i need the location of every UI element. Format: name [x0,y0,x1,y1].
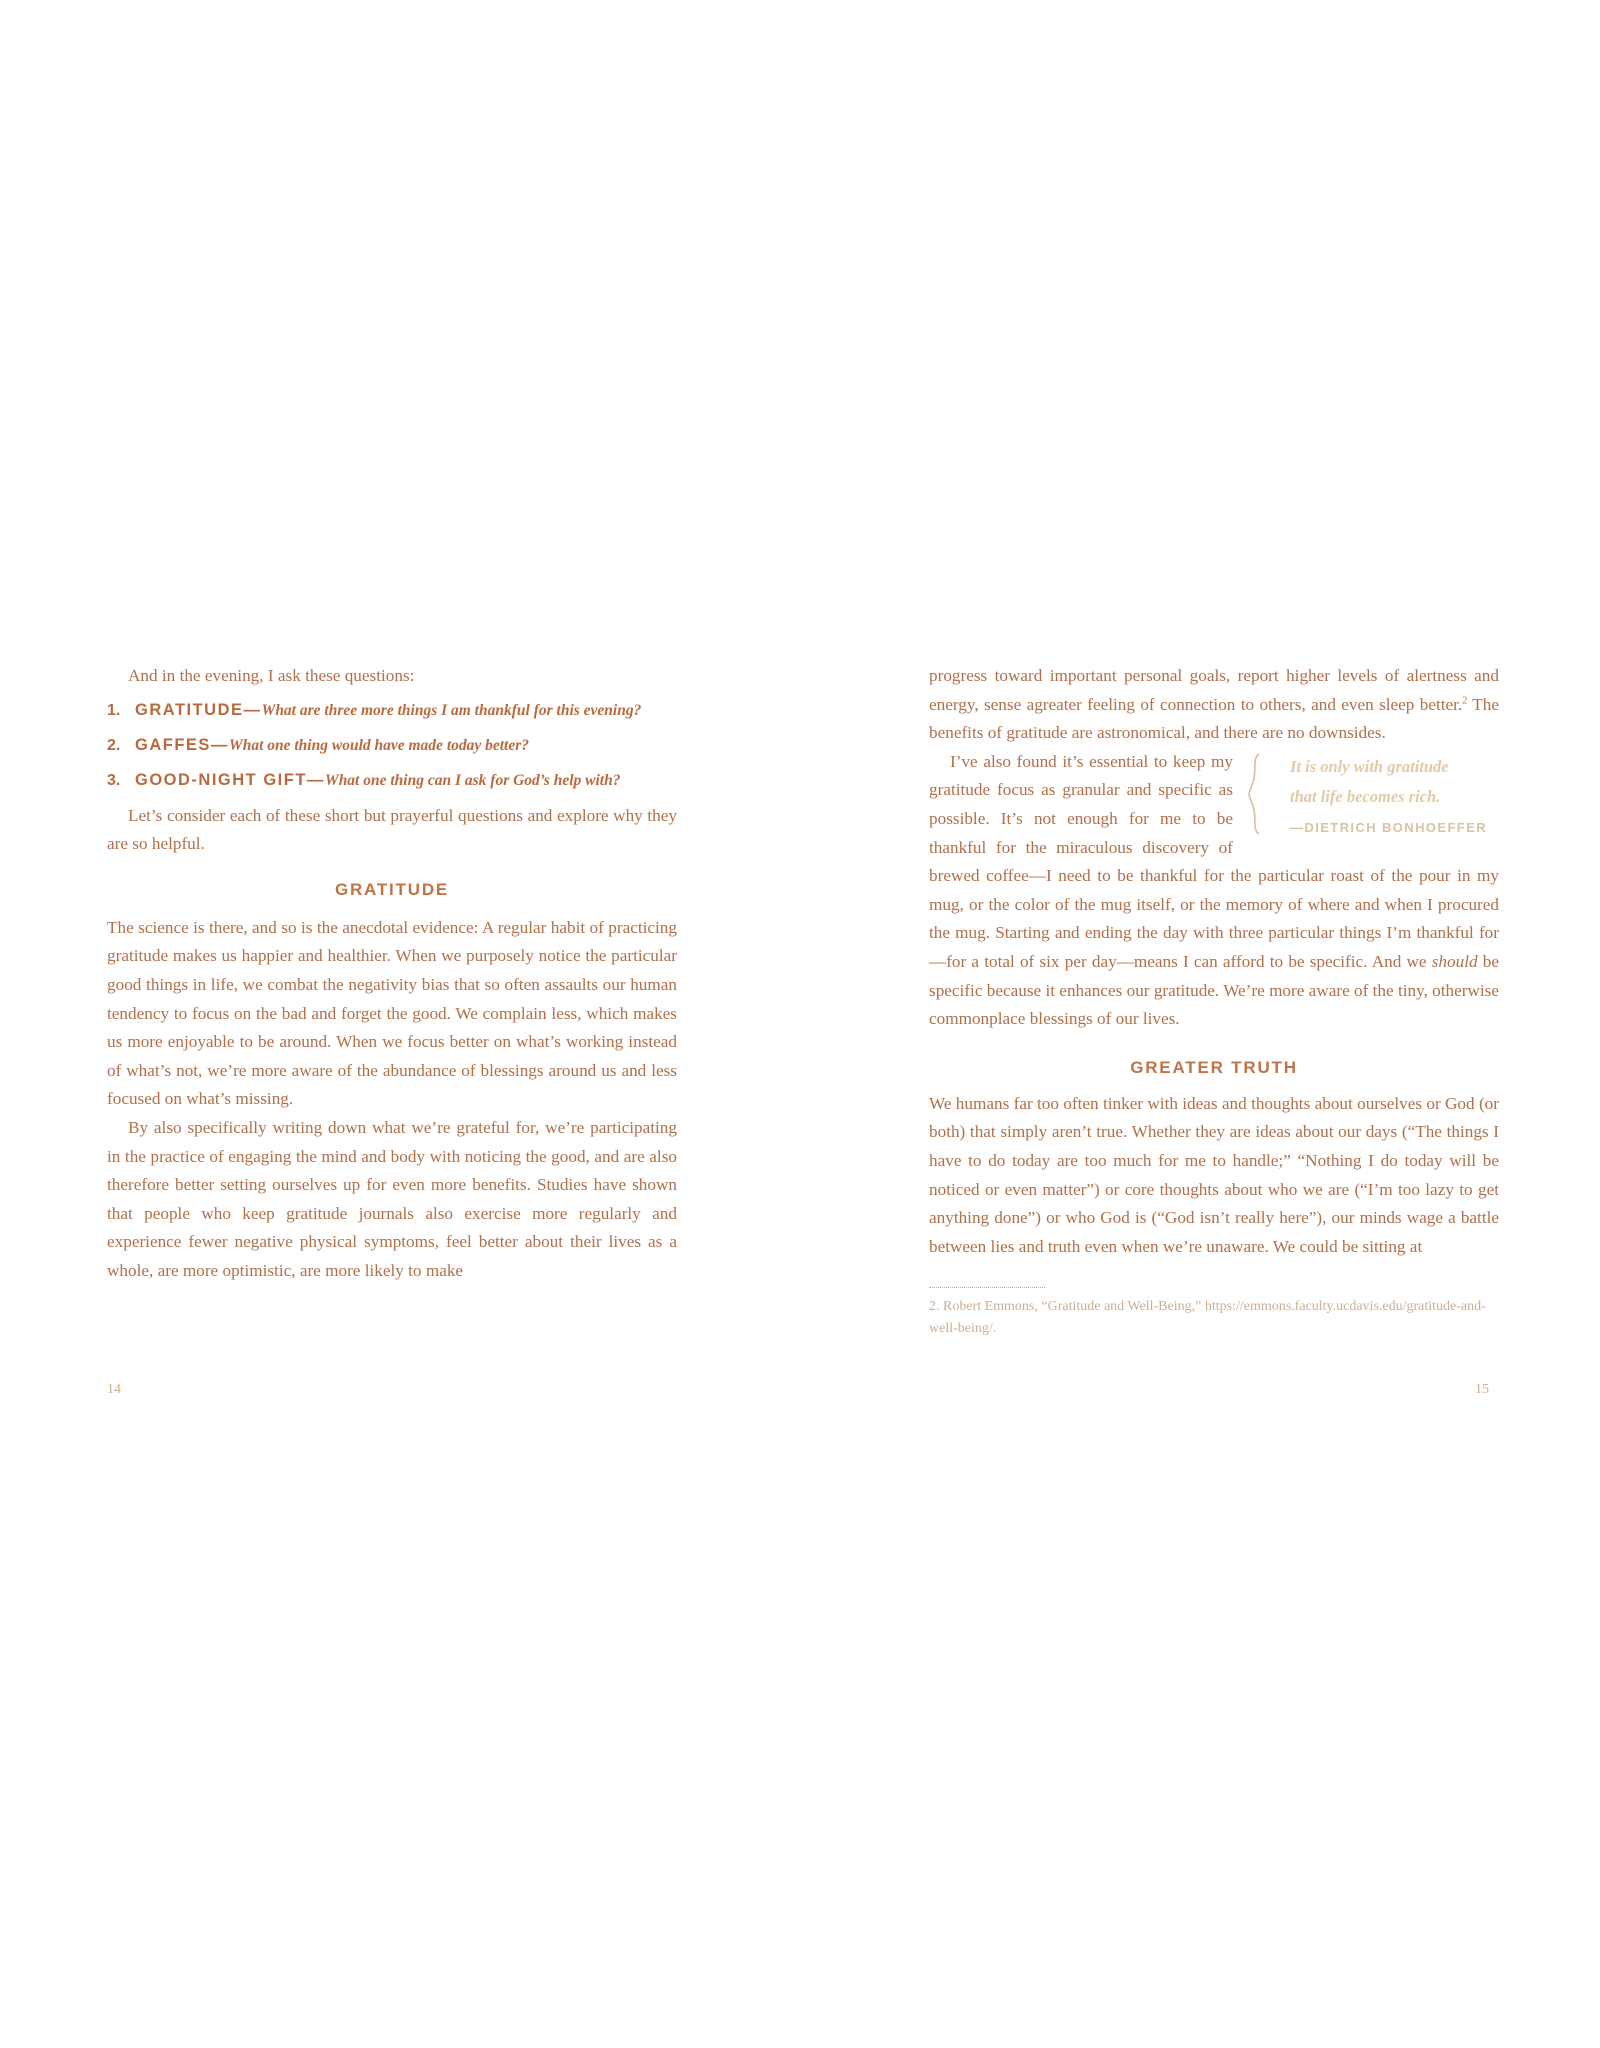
question-number: 1. [107,701,121,719]
section-heading-gratitude: GRATITUDE [334,879,450,899]
question-item-good-night-gift [107,767,677,794]
question-text: What are three more things I am thankful for this evening? [261,701,642,719]
question-item-gaffes [107,732,677,759]
body-text: The benefits of gratitude are astronomical, and there are no downsides. [929,694,1499,743]
pull-quote-line: It is only with gratitude [1290,756,1449,776]
body-text: be specific because it enhances our gratitude. We’re more aware of the tiny, otherwise commonplace blessings of our lives. [929,951,1499,1029]
footnote-divider [929,1287,1045,1288]
footnote: 2. Robert Emmons, “Gratitude and Well-Being,” https://emmons.faculty.ucdavis.edu/gratitude-and-well-being/. [929,1299,1486,1337]
page-number-right: 15 [1475,1382,1489,1397]
question-heading: GRATITUDE— [135,700,262,719]
question-number: 2. [107,736,121,754]
question-text: What one thing can I ask for God’s help with? [324,771,621,789]
section-heading-greater-truth: GREATER TRUTH [1130,1057,1298,1077]
question-heading: GOOD-NIGHT GIFT— [135,770,325,789]
question-heading: GAFFES— [135,735,229,754]
pull-quote [1247,752,1499,843]
body-paragraph: By also specifically writing down what we’re grateful for, we’re participating in the practice of engaging the mind and body with noticing the good, and are also therefore better setting ourselves up for even more benefits. Studies have shown that people who keep gratitude journals also exercise more regularly and experience fewer negative physical symptoms, feel better about their lives as a whole, are more optimistic, are more likely to make [107,1117,677,1280]
question-item-gratitude [107,697,677,724]
right-page [929,662,1499,1340]
body-paragraph [929,748,1499,1034]
body-paragraph [929,662,1499,748]
body-text: I’ve also found it’s essential to keep my gratitude focus as granular and specific as possible. It’s not enough for me to be thankful for the miraculous discovery of brewed coffee—I need to be thankful for the particular roast of the pour in my mug, or the color of the mug itself, or the memory of where and when I procured the mug. Starting and ending the day with three particular things I’m thankful for—for a total of six per day—means I can afford to be specific. And we [929,751,1499,971]
body-paragraph: Let’s consider each of these short but prayerful questions and explore why they are so helpful. [107,805,677,854]
pull-quote-line: that life becomes rich. [1290,786,1441,806]
intro-text: And in the evening, I ask these questions: [128,666,415,685]
question-number: 3. [107,771,121,789]
footnote-marker: 2 [1462,694,1468,706]
left-page [107,662,677,1286]
evening-questions-list [107,697,677,794]
question-text: What one thing would have made today better? [228,736,530,754]
body-paragraph: We humans far too often tinker with ideas and thoughts about ourselves or God (or both) that simply aren’t true. Whether they are ideas about our days (“The things I have to do today are too much for me to handle;” “Nothing I do today will be noticed or even matter”) or core thoughts about who we are (“I’m too lazy to get anything done”) or who God is (“God isn’t really here”), our minds wage a battle between lies and truth even when we’re unaware. We could be sitting at [929,1093,1499,1256]
body-paragraph: The science is there, and so is the anecdotal evidence: A regular habit of practicing gratitude makes us happier and healthier. When we purposely notice the particular good things in life, we combat the negativity bias that so often assaults our human tendency to focus on the bad and forget the good. We complain less, which makes us more enjoyable to be around. When we focus better on what’s working instead of what’s not, we’re more aware of the abundance of blessings around us and less focused on what’s missing. [107,917,677,1109]
page-number-left: 14 [107,1382,121,1397]
emphasis-text: should [1431,951,1478,971]
pull-quote-author: —DIETRICH BONHOEFFER [1290,819,1487,835]
brace-icon [1247,752,1263,836]
body-text: progress toward important personal goals, report higher levels of alertness and energy, sense agreater feeling of connection to others, and even sleep better. [929,666,1499,714]
